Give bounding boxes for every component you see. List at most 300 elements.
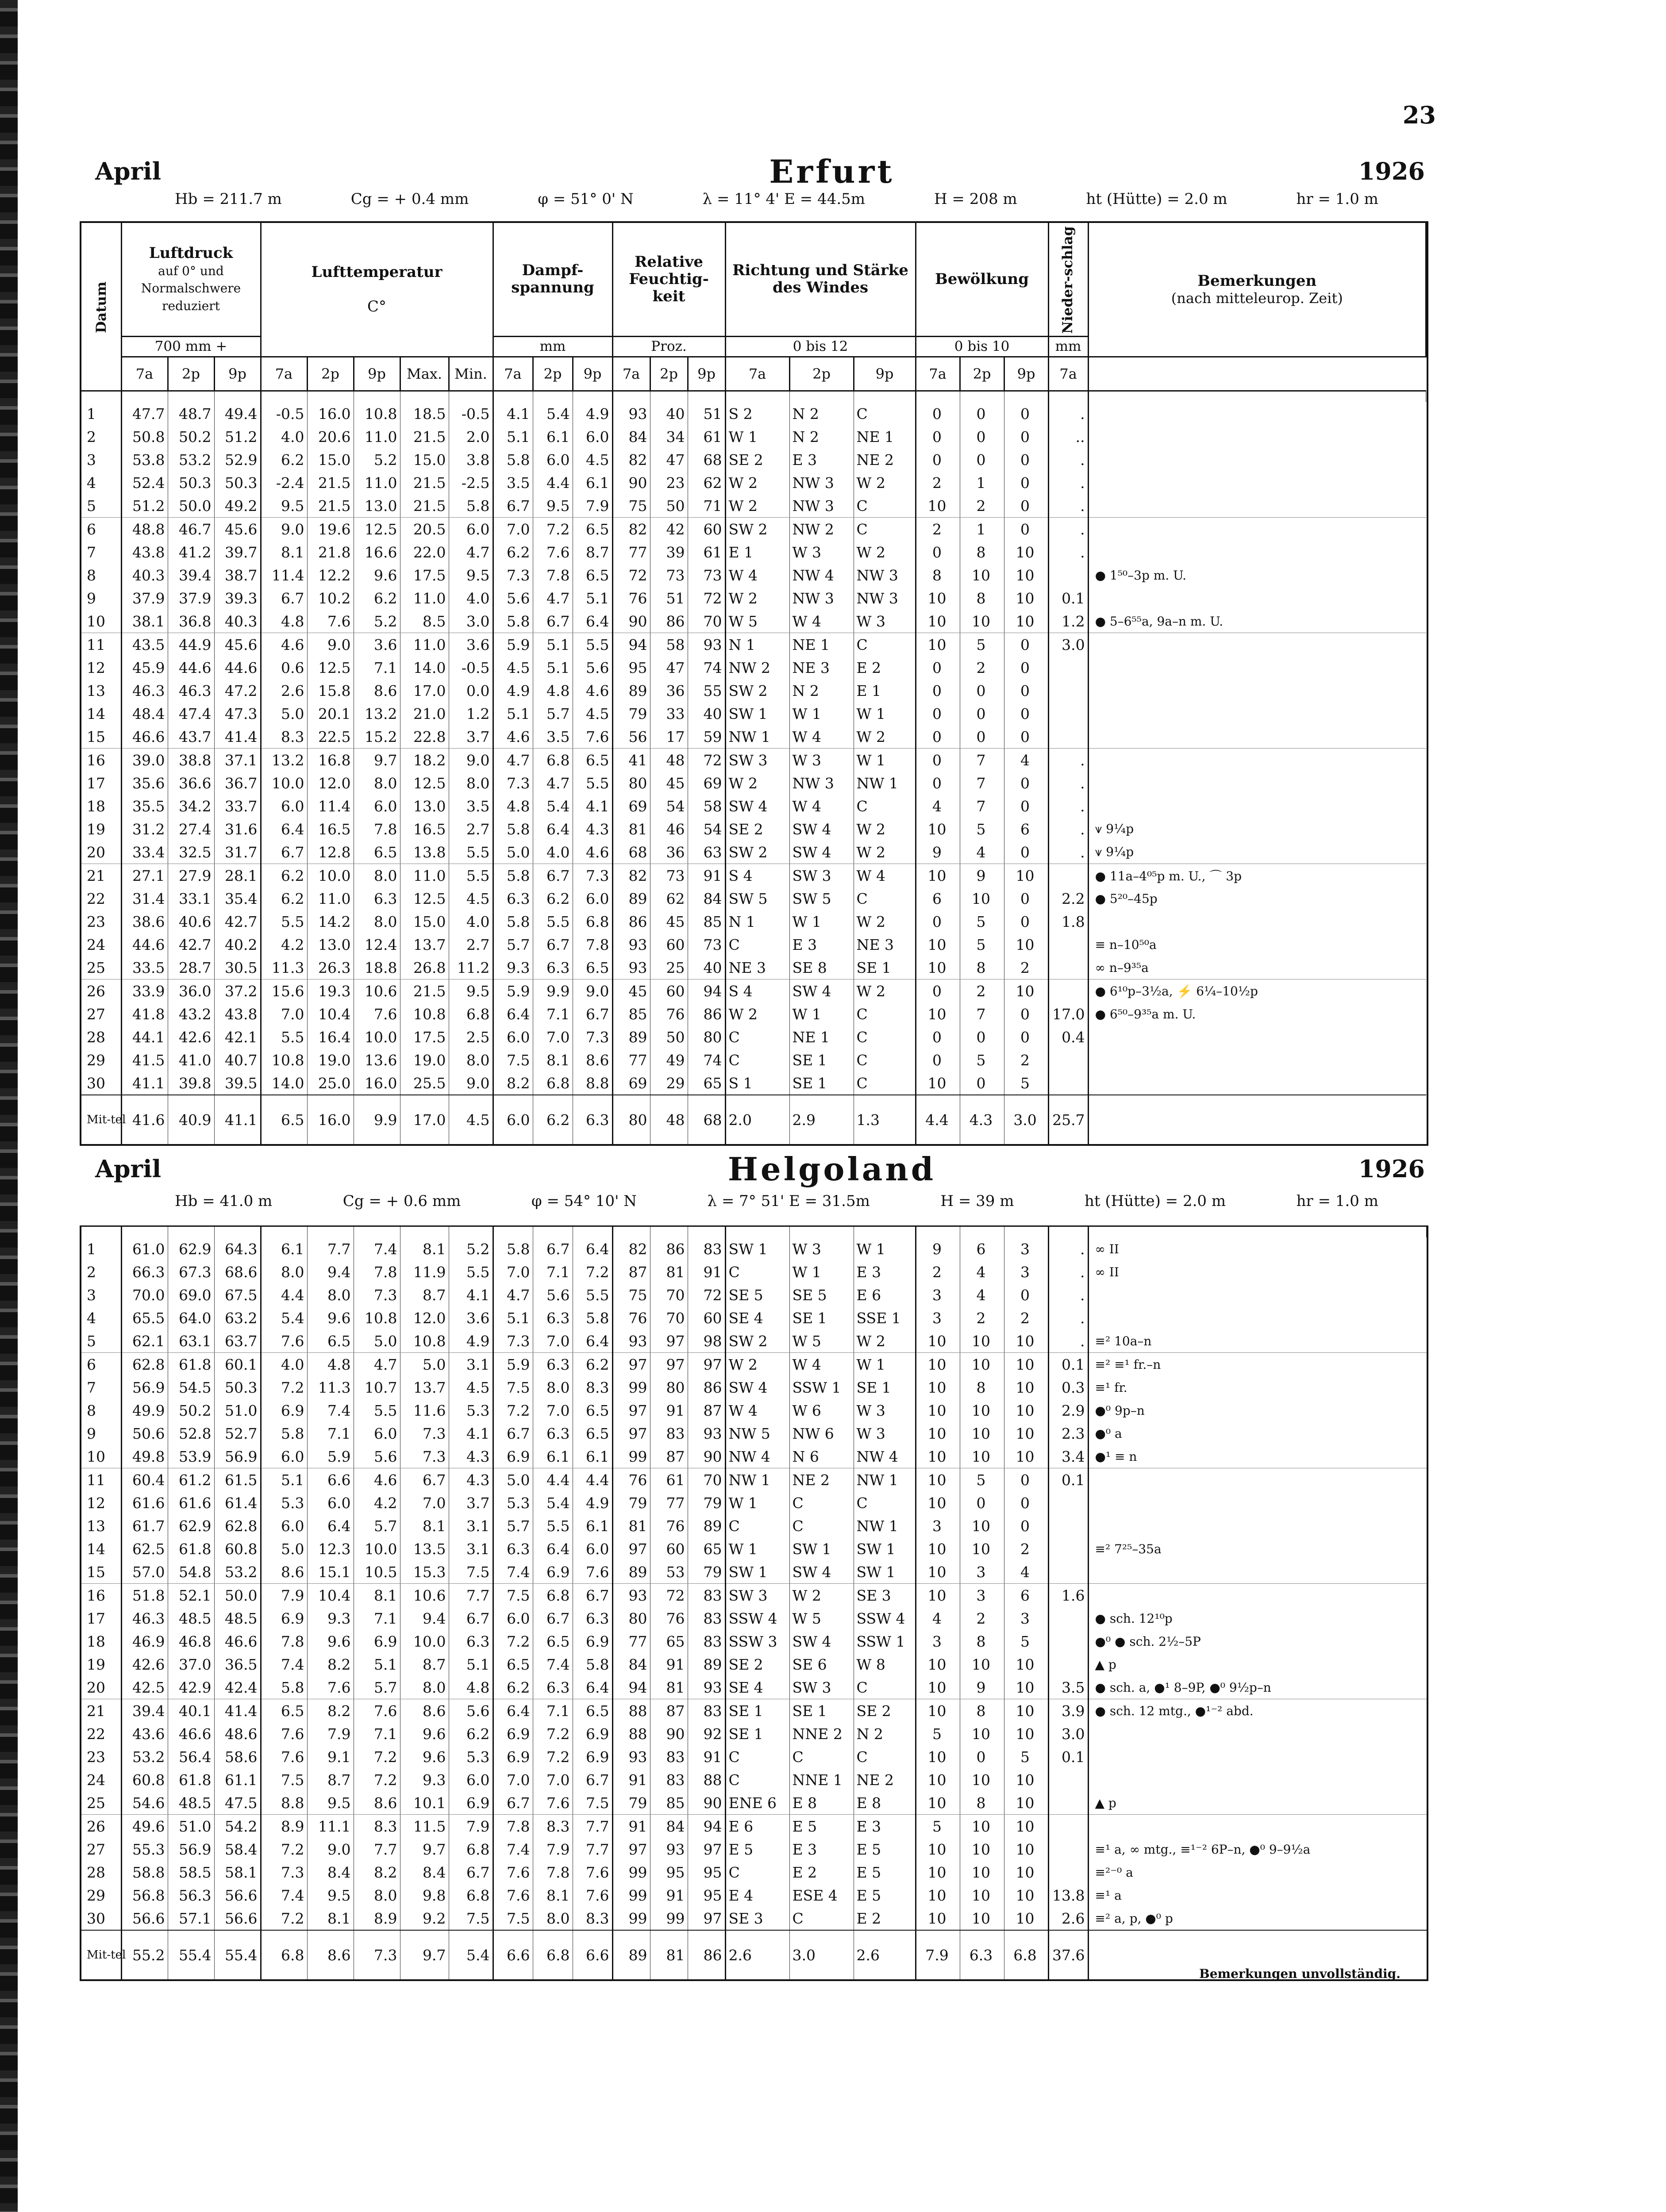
cell-p7: 53.8 bbox=[121, 448, 168, 471]
cell-r bbox=[1088, 1025, 1426, 1048]
cell-c2: 10 bbox=[960, 1722, 1004, 1745]
cell-c2: 8 bbox=[960, 1791, 1004, 1815]
cell-f9: 63 bbox=[688, 841, 725, 864]
cell-p9: 39.7 bbox=[214, 541, 261, 564]
cell-f2: 76 bbox=[650, 1514, 688, 1537]
cell-w9: W 2 bbox=[854, 1329, 916, 1353]
cell-f2: 81 bbox=[650, 1260, 688, 1283]
cell-e2: 7.1 bbox=[533, 1002, 573, 1025]
cell-f2: 70 bbox=[650, 1283, 688, 1306]
cell-f2: 40 bbox=[650, 402, 688, 425]
cell-f2: 87 bbox=[650, 1445, 688, 1468]
cell-w2: NE 1 bbox=[789, 1025, 854, 1048]
helgoland-footnote: Bemerkungen unvollständig. bbox=[1199, 1966, 1401, 1981]
erfurt-const: Cg = + 0.4 mm bbox=[350, 190, 469, 208]
cell-r: ≡ n–10⁵⁰a bbox=[1095, 937, 1157, 952]
cell-e2: 6.2 bbox=[533, 887, 573, 910]
cell-f7: 69 bbox=[612, 795, 650, 818]
cell-f2: 83 bbox=[650, 1745, 688, 1768]
cell-w9: W 3 bbox=[854, 1422, 916, 1445]
cell-t7: 8.6 bbox=[261, 1560, 307, 1584]
cell-r bbox=[1088, 518, 1426, 541]
cell-e9: 6.5 bbox=[573, 1699, 612, 1723]
cell-f9: 86 bbox=[688, 1930, 725, 1979]
cell-d: 20 bbox=[81, 1676, 121, 1699]
cell-c7: 10 bbox=[916, 1653, 960, 1676]
cell-f9: 93 bbox=[688, 1676, 725, 1699]
cell-mn: 7.5 bbox=[449, 1907, 493, 1930]
cell-f2: 99 bbox=[650, 1907, 688, 1930]
cell-c2: 3 bbox=[960, 1560, 1004, 1584]
page-number: 23 bbox=[1402, 101, 1436, 129]
cell-c2: 0 bbox=[960, 448, 1004, 471]
cell-r: ≡² a, p, ●⁰ p bbox=[1088, 1907, 1427, 1930]
cell-f7: 45 bbox=[612, 979, 650, 1003]
cell-w2: ESE 4 bbox=[789, 1884, 854, 1907]
cell-c7: 10 bbox=[916, 1002, 960, 1025]
table-row bbox=[81, 749, 1426, 772]
cell-c9: 3 bbox=[1004, 1260, 1048, 1283]
cell-c9: 10 bbox=[1004, 864, 1048, 887]
cell-mn: 3.1 bbox=[449, 1353, 493, 1376]
cell-c9: 0 bbox=[1004, 1002, 1048, 1025]
cell-t9: 7.1 bbox=[354, 656, 400, 679]
table-row bbox=[81, 633, 1426, 657]
cell-p2: 41.0 bbox=[168, 1048, 214, 1071]
cell-r bbox=[1088, 1306, 1427, 1329]
cell-t7: 10.0 bbox=[261, 772, 307, 795]
cell-p9: 53.2 bbox=[214, 1560, 261, 1584]
cell-p2: 56.3 bbox=[168, 1884, 214, 1907]
cell-e7: 6.2 bbox=[493, 1676, 533, 1699]
cell-e7: 5.7 bbox=[493, 1514, 533, 1537]
erfurt-table bbox=[81, 223, 1427, 1144]
cell-d: 23 bbox=[81, 1745, 121, 1768]
cell-e2: 5.1 bbox=[533, 633, 573, 657]
cell-mx: 17.5 bbox=[400, 1025, 449, 1048]
cell-f9: 60 bbox=[688, 1306, 725, 1329]
cell-mx: 21.5 bbox=[400, 425, 449, 448]
cell-e9: 6.7 bbox=[573, 1584, 612, 1607]
cell-e9: 4.1 bbox=[573, 795, 612, 818]
cell-w9: W 8 bbox=[854, 1653, 916, 1676]
cell-e9: 6.8 bbox=[573, 910, 612, 933]
cell-d: 11 bbox=[81, 1468, 121, 1492]
cell-e2: 6.3 bbox=[533, 1676, 573, 1699]
cell-c2: 10 bbox=[960, 1907, 1004, 1930]
cell-w7: SW 1 bbox=[725, 1560, 789, 1584]
cell-c7: 0 bbox=[916, 1048, 960, 1071]
cell-d: 8 bbox=[81, 564, 121, 587]
cell-p7: 47.7 bbox=[121, 402, 168, 425]
cell-t2: 15.8 bbox=[307, 679, 354, 702]
cell-d: 17 bbox=[81, 1607, 121, 1630]
cell-p9: 40.7 bbox=[214, 1048, 261, 1071]
cell-e7: 6.9 bbox=[493, 1445, 533, 1468]
cell-e9: 6.3 bbox=[573, 1607, 612, 1630]
cell-f2: 49 bbox=[650, 1048, 688, 1071]
cell-c7: 5 bbox=[916, 1815, 960, 1838]
cell-n bbox=[1048, 1838, 1088, 1861]
cell-d: 29 bbox=[81, 1048, 121, 1071]
table-row bbox=[81, 1329, 1427, 1353]
cell-e2: 4.4 bbox=[533, 471, 573, 494]
cell-t2: 16.5 bbox=[307, 818, 354, 841]
cell-mn: 5.5 bbox=[449, 1260, 493, 1283]
cell-w7: W 1 bbox=[725, 1537, 789, 1560]
cell-d: 18 bbox=[81, 1630, 121, 1653]
cell-w9: W 1 bbox=[854, 1353, 916, 1376]
cell-t7: 5.8 bbox=[261, 1422, 307, 1445]
cell-f7: 69 bbox=[612, 1071, 650, 1095]
cell-f9: 72 bbox=[688, 587, 725, 610]
cell-e9: 8.8 bbox=[573, 1071, 612, 1095]
cell-e2: 6.7 bbox=[533, 933, 573, 956]
cell-e7: 7.2 bbox=[493, 1399, 533, 1422]
table-row bbox=[81, 564, 1426, 587]
cell-n: 0.1 bbox=[1048, 1353, 1088, 1376]
cell-mn: 4.1 bbox=[449, 1422, 493, 1445]
cell-e2: 6.5 bbox=[533, 1630, 573, 1653]
cell-c9: 0 bbox=[1004, 633, 1048, 657]
cell-c9: 0 bbox=[1004, 772, 1048, 795]
cell-d: 3 bbox=[81, 1283, 121, 1306]
cell-c7: 10 bbox=[916, 1768, 960, 1791]
cell-w9: NW 1 bbox=[854, 1468, 916, 1492]
cell-c7: 3 bbox=[916, 1630, 960, 1653]
cell-c2: 10 bbox=[960, 1329, 1004, 1353]
cell-n bbox=[1048, 702, 1088, 725]
cell-e2: 4.4 bbox=[533, 1468, 573, 1492]
cell-t7: 8.8 bbox=[261, 1791, 307, 1815]
cell-c2: 8 bbox=[960, 1630, 1004, 1653]
cell-w7: SE 2 bbox=[725, 818, 789, 841]
cell-e2: 4.7 bbox=[533, 587, 573, 610]
cell-c2: 10 bbox=[960, 1861, 1004, 1884]
cell-c9: 10 bbox=[1004, 1722, 1048, 1745]
cell-w7: E 5 bbox=[725, 1838, 789, 1861]
erfurt-table-body bbox=[81, 391, 1426, 1144]
cell-f7: 79 bbox=[612, 702, 650, 725]
cell-e2: 5.7 bbox=[533, 702, 573, 725]
cell-c9: 0 bbox=[1004, 656, 1048, 679]
cell-c2: 5 bbox=[960, 910, 1004, 933]
cell-e2: 5.4 bbox=[533, 795, 573, 818]
cell-p9: 31.6 bbox=[214, 818, 261, 841]
cell-e9: 4.9 bbox=[573, 402, 612, 425]
cell-f9: 65 bbox=[688, 1537, 725, 1560]
cell-e7: 6.0 bbox=[493, 1025, 533, 1048]
cell-c2: 2 bbox=[960, 1306, 1004, 1329]
cell-t7: 7.8 bbox=[261, 1630, 307, 1653]
cell-mn: 5.5 bbox=[449, 864, 493, 887]
cell-f2: 47 bbox=[650, 656, 688, 679]
cell-p7: 35.6 bbox=[121, 772, 168, 795]
cell-c9: 10 bbox=[1004, 1838, 1048, 1861]
cell-w9: SSW 4 bbox=[854, 1607, 916, 1630]
cell-mx: 11.0 bbox=[400, 633, 449, 657]
cell-mn: -0.5 bbox=[449, 656, 493, 679]
cell-t2: 9.5 bbox=[307, 1884, 354, 1907]
cell-e9: 7.5 bbox=[573, 1791, 612, 1815]
cell-mn: 7.9 bbox=[449, 1815, 493, 1838]
helgoland-const: φ = 54° 10' N bbox=[531, 1192, 637, 1210]
cell-r bbox=[1088, 402, 1426, 425]
cell-w7: NW 2 bbox=[725, 656, 789, 679]
cell-n: 0.1 bbox=[1048, 1745, 1088, 1768]
cell-mn: -2.5 bbox=[449, 471, 493, 494]
cell-f2: 97 bbox=[650, 1329, 688, 1353]
cell-c7: 10 bbox=[916, 864, 960, 887]
cell-t9: 7.6 bbox=[354, 1002, 400, 1025]
cell-p2: 67.3 bbox=[168, 1260, 214, 1283]
cell-p9: 61.5 bbox=[214, 1468, 261, 1492]
cell-e9: 6.5 bbox=[573, 1399, 612, 1422]
cell-f9: 60 bbox=[688, 518, 725, 541]
cell-e7: 3.5 bbox=[493, 471, 533, 494]
cell-t9: 10.8 bbox=[354, 402, 400, 425]
cell-w9: SSW 1 bbox=[854, 1630, 916, 1653]
cell-e9: 4.9 bbox=[573, 1491, 612, 1514]
cell-f7: 97 bbox=[612, 1838, 650, 1861]
table-row bbox=[81, 448, 1426, 471]
cell-mn: 6.0 bbox=[449, 518, 493, 541]
helgoland-const: λ = 7° 51' E = 31.5m bbox=[707, 1192, 870, 1210]
cell-mx: 21.0 bbox=[400, 702, 449, 725]
cell-p7: 56.6 bbox=[121, 1907, 168, 1930]
cell-t7: 7.4 bbox=[261, 1884, 307, 1907]
cell-e7: 7.5 bbox=[493, 1376, 533, 1399]
cell-e9: 5.5 bbox=[573, 772, 612, 795]
cell-f7: 79 bbox=[612, 1491, 650, 1514]
col-9p: 9p bbox=[688, 357, 725, 391]
cell-c7: 8 bbox=[916, 564, 960, 587]
cell-mn: 3.1 bbox=[449, 1514, 493, 1537]
cell-r bbox=[1088, 1095, 1426, 1144]
cell-f7: 81 bbox=[612, 818, 650, 841]
cell-p2: 50.2 bbox=[168, 1399, 214, 1422]
cell-d: 28 bbox=[81, 1861, 121, 1884]
cell-c7: 6 bbox=[916, 887, 960, 910]
cell-p9: 33.7 bbox=[214, 795, 261, 818]
cell-p7: 62.5 bbox=[121, 1537, 168, 1560]
cell-t2: 11.1 bbox=[307, 1815, 354, 1838]
cell-f2: 23 bbox=[650, 471, 688, 494]
cell-e9: 4.5 bbox=[573, 702, 612, 725]
cell-f2: 25 bbox=[650, 956, 688, 979]
cell-p2: 61.2 bbox=[168, 1468, 214, 1492]
cell-w7: C bbox=[725, 933, 789, 956]
cell-c2: 4 bbox=[960, 841, 1004, 864]
cell-p7: 55.2 bbox=[121, 1930, 168, 1979]
cell-p2: 39.4 bbox=[168, 564, 214, 587]
cell-p9: 42.7 bbox=[214, 910, 261, 933]
cell-c2: 10 bbox=[960, 610, 1004, 633]
cell-w7: W 1 bbox=[725, 1491, 789, 1514]
cell-t9: 5.5 bbox=[354, 1399, 400, 1422]
cell-w2: E 3 bbox=[789, 933, 854, 956]
cell-p2: 39.8 bbox=[168, 1071, 214, 1095]
cell-r bbox=[1088, 1815, 1427, 1838]
header-lufttemperatur: Lufttemperatur C° bbox=[261, 223, 493, 357]
table-row bbox=[81, 1861, 1427, 1884]
cell-c2: 9 bbox=[960, 864, 1004, 887]
cell-t9: 9.9 bbox=[354, 1095, 400, 1144]
cell-r: ● sch. 12¹⁰p bbox=[1095, 1611, 1173, 1626]
cell-f2: 45 bbox=[650, 910, 688, 933]
cell-w9: SW 1 bbox=[854, 1560, 916, 1584]
cell-mx: 22.0 bbox=[400, 541, 449, 564]
cell-mn: 9.0 bbox=[449, 1071, 493, 1095]
cell-f9: 68 bbox=[688, 1095, 725, 1144]
cell-mn: 4.1 bbox=[449, 1283, 493, 1306]
cell-t7: 6.5 bbox=[261, 1095, 307, 1144]
cell-t7: 11.3 bbox=[261, 956, 307, 979]
cell-n bbox=[1048, 1514, 1088, 1537]
cell-p9: 63.7 bbox=[214, 1329, 261, 1353]
cell-w9: N 2 bbox=[854, 1722, 916, 1745]
table-row bbox=[81, 1048, 1426, 1071]
cell-w2: NW 4 bbox=[789, 564, 854, 587]
cell-f2: 51 bbox=[650, 587, 688, 610]
cell-mn: 1.2 bbox=[449, 702, 493, 725]
cell-f7: 79 bbox=[612, 1791, 650, 1815]
cell-t2: 8.2 bbox=[307, 1653, 354, 1676]
cell-p2: 37.0 bbox=[168, 1653, 214, 1676]
cell-t2: 7.1 bbox=[307, 1422, 354, 1445]
cell-c7: 0 bbox=[916, 979, 960, 1003]
cell-mn: 4.5 bbox=[449, 1376, 493, 1399]
table-row bbox=[81, 518, 1426, 541]
cell-p2: 62.9 bbox=[168, 1514, 214, 1537]
cell-w9: E 5 bbox=[854, 1861, 916, 1884]
cell-e7: 7.5 bbox=[493, 1907, 533, 1930]
table-row bbox=[81, 1745, 1427, 1768]
cell-f9: 84 bbox=[688, 887, 725, 910]
cell-mx: 19.0 bbox=[400, 1048, 449, 1071]
cell-e9: 6.9 bbox=[573, 1745, 612, 1768]
cell-f2: 95 bbox=[650, 1861, 688, 1884]
cell-w7: W 5 bbox=[725, 610, 789, 633]
cell-w7: C bbox=[725, 1745, 789, 1768]
cell-c2: 0 bbox=[960, 1745, 1004, 1768]
cell-f7: 93 bbox=[612, 933, 650, 956]
cell-c9: 10 bbox=[1004, 1699, 1048, 1723]
table-row bbox=[81, 656, 1426, 679]
cell-n: . bbox=[1048, 1237, 1088, 1260]
cell-p2: 42.7 bbox=[168, 933, 214, 956]
cell-p2: 32.5 bbox=[168, 841, 214, 864]
cell-e9: 6.2 bbox=[573, 1353, 612, 1376]
cell-w7: 2.6 bbox=[725, 1930, 789, 1979]
cell-e7: 8.2 bbox=[493, 1071, 533, 1095]
cell-w9: SE 1 bbox=[854, 1376, 916, 1399]
cell-t9: 6.3 bbox=[354, 887, 400, 910]
cell-f7: 88 bbox=[612, 1722, 650, 1745]
cell-p9: 67.5 bbox=[214, 1283, 261, 1306]
cell-f2: 93 bbox=[650, 1838, 688, 1861]
cell-r: ● 11a–4⁰⁵p m. U., ⌒ 3p bbox=[1095, 869, 1242, 884]
cell-r: ●⁰ ● sch. 2½–5P bbox=[1095, 1634, 1201, 1649]
cell-f9: 58 bbox=[688, 795, 725, 818]
cell-p2: 61.8 bbox=[168, 1537, 214, 1560]
cell-w9: NE 2 bbox=[854, 448, 916, 471]
cell-d: 13 bbox=[81, 679, 121, 702]
cell-w2: SW 4 bbox=[789, 979, 854, 1003]
cell-f2: 87 bbox=[650, 1699, 688, 1723]
cell-w9: W 1 bbox=[854, 702, 916, 725]
cell-p7: 58.8 bbox=[121, 1861, 168, 1884]
cell-p2: 48.7 bbox=[168, 402, 214, 425]
cell-mx: 11.9 bbox=[400, 1260, 449, 1283]
cell-c9: 10 bbox=[1004, 1399, 1048, 1422]
cell-c2: 7 bbox=[960, 1002, 1004, 1025]
cell-c2: 5 bbox=[960, 818, 1004, 841]
cell-t9: 6.9 bbox=[354, 1630, 400, 1653]
cell-w2: SE 1 bbox=[789, 1306, 854, 1329]
cell-d: 13 bbox=[81, 1514, 121, 1537]
cell-r: ≡¹ a bbox=[1095, 1888, 1122, 1903]
cell-p7: 38.1 bbox=[121, 610, 168, 633]
cell-n bbox=[1048, 979, 1088, 1003]
cell-w7: E 1 bbox=[725, 541, 789, 564]
cell-c9: 10 bbox=[1004, 1329, 1048, 1353]
cell-mx: 13.0 bbox=[400, 795, 449, 818]
cell-p7: 48.8 bbox=[121, 518, 168, 541]
cell-w9: NW 3 bbox=[854, 564, 916, 587]
cell-e2: 5.6 bbox=[533, 1283, 573, 1306]
cell-t7: 7.6 bbox=[261, 1329, 307, 1353]
cell-w2: W 1 bbox=[789, 1002, 854, 1025]
cell-c2: 0 bbox=[960, 725, 1004, 749]
cell-e9: 7.7 bbox=[573, 1815, 612, 1838]
cell-mx: 8.4 bbox=[400, 1861, 449, 1884]
cell-c9: 10 bbox=[1004, 541, 1048, 564]
cell-c7: 0 bbox=[916, 425, 960, 448]
cell-e2: 6.3 bbox=[533, 1422, 573, 1445]
cell-r: ⩛ 9¼p bbox=[1095, 822, 1134, 837]
helgoland-const: hr = 1.0 m bbox=[1296, 1192, 1378, 1210]
cell-p7: 41.1 bbox=[121, 1071, 168, 1095]
cell-e9: 6.4 bbox=[573, 610, 612, 633]
cell-mx: 8.6 bbox=[400, 1699, 449, 1723]
cell-c9: 10 bbox=[1004, 587, 1048, 610]
cell-c2: 10 bbox=[960, 1768, 1004, 1791]
cell-t7: 7.5 bbox=[261, 1768, 307, 1791]
cell-n: 25.7 bbox=[1048, 1095, 1088, 1144]
cell-w7: S 4 bbox=[725, 864, 789, 887]
cell-c2: 5 bbox=[960, 1468, 1004, 1492]
cell-t2: 20.1 bbox=[307, 702, 354, 725]
cell-d: 26 bbox=[81, 1815, 121, 1838]
cell-f7: 82 bbox=[612, 1237, 650, 1260]
cell-f9: 90 bbox=[688, 1791, 725, 1815]
cell-f7: 89 bbox=[612, 679, 650, 702]
cell-c9: 10 bbox=[1004, 1791, 1048, 1815]
table-row bbox=[81, 425, 1426, 448]
cell-t9: 16.6 bbox=[354, 541, 400, 564]
cell-c7: 0 bbox=[916, 910, 960, 933]
cell-t2: 9.0 bbox=[307, 1838, 354, 1861]
cell-t9: 8.0 bbox=[354, 772, 400, 795]
cell-t7: 6.7 bbox=[261, 841, 307, 864]
cell-t9: 5.1 bbox=[354, 1653, 400, 1676]
cell-f7: 88 bbox=[612, 1699, 650, 1723]
cell-t2: 21.5 bbox=[307, 471, 354, 494]
cell-p9: 50.3 bbox=[214, 471, 261, 494]
header-bemerkungen: Bemerkungen (nach mitteleurop. Zeit) bbox=[1088, 223, 1426, 357]
cell-p7: 43.6 bbox=[121, 1722, 168, 1745]
